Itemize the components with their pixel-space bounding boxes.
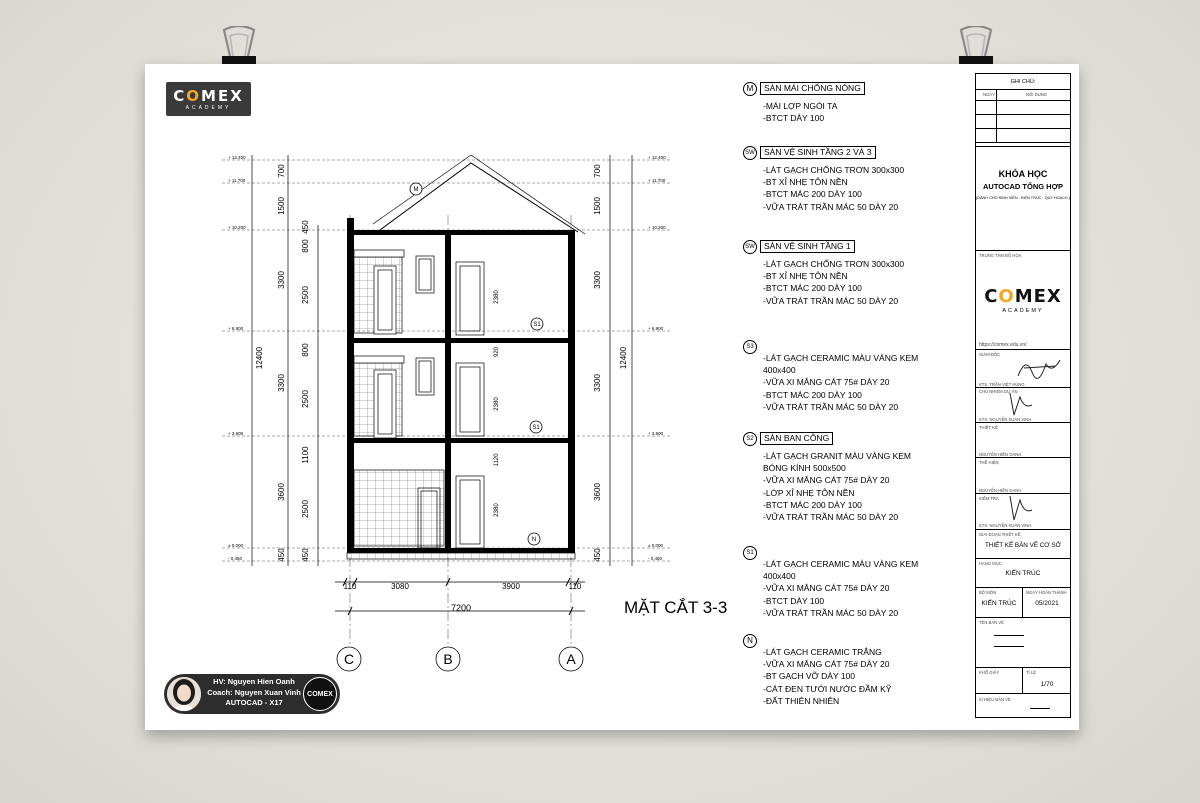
dim-horizontal-segment: 3080 bbox=[391, 582, 409, 591]
tb-ti-le: 1/70 bbox=[1040, 681, 1054, 688]
elevation-marker-right: + 12.400 bbox=[648, 155, 666, 160]
legend-tag: SW bbox=[743, 240, 757, 254]
floor-tag-s1: S1 bbox=[533, 322, 541, 329]
grid-axis-c: C bbox=[343, 651, 355, 668]
legend-title: SÀN VỆ SINH TẦNG 1 bbox=[760, 240, 855, 253]
tb-ngay-ht: 05/2021 bbox=[1035, 600, 1059, 607]
dim-left-mid: 2500 bbox=[301, 500, 310, 518]
tb-kt-name: KTS. NGUYỄN XUÂN VINH bbox=[979, 523, 1032, 528]
dim-outer-total: 12400 bbox=[619, 346, 628, 370]
elevation-marker-left: ± 0.000 bbox=[228, 543, 243, 548]
legend-line: -BTCT MÁC 200 DÀY 100 bbox=[763, 389, 862, 400]
legend-line: -LÁT GẠCH CHỐNG TRƠN 300x300 bbox=[763, 165, 905, 175]
drawing-title: MẶT CẮT 3-3 bbox=[624, 598, 728, 617]
tb-ghi-chu: GHI CHÚ: bbox=[1010, 79, 1036, 85]
dim-left-inner: 700 bbox=[277, 164, 286, 178]
legend-tag: S2 bbox=[743, 432, 757, 446]
avatar bbox=[167, 677, 201, 711]
legend-line: BÓNG KÍNH 500x500 bbox=[763, 463, 846, 474]
coach-name: Coach: Nguyen Xuan Vinh bbox=[207, 687, 301, 697]
elevation-marker-right: + 10.200 bbox=[648, 225, 666, 230]
tb-ten-ban-ve: TÊN BẢN VẼ bbox=[979, 620, 1004, 625]
tb-thiet-ke: THIẾT KẾ bbox=[979, 425, 998, 430]
comex-badge: COMEX bbox=[303, 677, 337, 711]
signature-icon bbox=[1006, 492, 1036, 524]
legend-tag: SW bbox=[743, 146, 757, 160]
tb-bo-mon: KIẾN TRÚC bbox=[981, 600, 1017, 607]
legend-line: -VỮA XI MĂNG CÁT 75# DÀY 20 bbox=[763, 377, 890, 388]
legend-line: -BT GẠCH VỠ DÀY 100 bbox=[763, 671, 856, 682]
dim-right-inner: 700 bbox=[593, 164, 602, 178]
dim-horizontal-segment: 110 bbox=[568, 582, 582, 591]
tb-kho-giay: KHỔ GIẤY bbox=[979, 670, 1000, 675]
legend-line: -BTCT MÁC 200 DÀY 100 bbox=[763, 189, 862, 200]
tb-course-line2: AUTOCAD TỔNG HỢP bbox=[982, 182, 1063, 191]
elevation-marker-left: + 12.400 bbox=[228, 155, 246, 160]
grid-axis-a: A bbox=[566, 651, 576, 668]
dim-door-height: 2380 bbox=[494, 397, 500, 411]
dim-left-mid: 2500 bbox=[301, 390, 310, 408]
legend-line: -BTCT DÀY 100 bbox=[763, 595, 825, 606]
tb-giam-doc: GIÁM ĐỐC bbox=[979, 352, 1001, 357]
dim-left-inner: 3300 bbox=[277, 374, 286, 392]
student-badge bbox=[164, 674, 340, 714]
legend-line: -LỚP XỈ NHẸ TÔN NỀN bbox=[763, 487, 855, 498]
legend-line: -VỮA XI MĂNG CÁT 75# DÀY 20 bbox=[763, 583, 890, 594]
legend-line: -VỮA XI MĂNG CÁT 75# DÀY 20 bbox=[763, 475, 890, 486]
legend-line: -LÁT GẠCH CERAMIC TRẮNG bbox=[763, 647, 882, 657]
dim-left-inner: 3300 bbox=[277, 271, 286, 289]
tb-ngay-ht-label: NGÀY HOÀN THÀNH bbox=[1026, 590, 1067, 595]
dim-right-inner: 3300 bbox=[593, 374, 602, 392]
legend-line: -VỮA TRÁT TRẦN MÁC 50 DÀY 20 bbox=[763, 401, 899, 412]
title-block bbox=[975, 73, 1071, 718]
dim-door-height: 2380 bbox=[494, 503, 500, 517]
tb-kts2: KTS. NGUYỄN XUÂN VINH bbox=[979, 417, 1032, 422]
legend-line: -LÁT GẠCH GRANIT MÀU VÀNG KEM bbox=[763, 451, 911, 461]
elevation-marker-left: + 10.200 bbox=[228, 225, 246, 230]
legend-line: -BTCT DÀY 100 bbox=[763, 113, 825, 124]
dim-right-inner: 3300 bbox=[593, 271, 602, 289]
signature-icon bbox=[1016, 354, 1066, 384]
dim-right-inner: 3600 bbox=[593, 483, 602, 501]
tb-th-name: NGUYỄN HIỀN OANH bbox=[979, 488, 1022, 493]
legend-line: -CÁT ĐEN TƯỚI NƯỚC ĐẦM KỸ bbox=[763, 683, 892, 694]
tb-bo-mon-label: BỘ MÔN bbox=[979, 590, 996, 595]
legend-line: -VỮA TRÁT TRẦN MÁC 50 DÀY 20 bbox=[763, 512, 899, 522]
legend-line: 400x400 bbox=[763, 365, 796, 376]
dim-door-height: 1120 bbox=[494, 453, 500, 467]
legend-line: -VỮA TRÁT TRẦN MÁC 50 DÀY 20 bbox=[763, 607, 899, 618]
dim-door-height: 2380 bbox=[494, 290, 500, 304]
legend-line: -VỮA TRÁT TRẦN MÁC 50 DÀY 20 bbox=[763, 295, 899, 306]
dim-right-inner: 1500 bbox=[593, 197, 602, 215]
tb-kts1: KTS. TRẦN VIỆT HÙNG bbox=[979, 382, 1025, 387]
tb-course-line1: KHÓA HỌC bbox=[998, 169, 1048, 179]
tb-hang-muc-label: HẠNG MỤC bbox=[979, 561, 1002, 566]
legend-line: -VỮA TRÁT TRẦN MÁC 50 DÀY 20 bbox=[763, 201, 899, 212]
grid-axis-b: B bbox=[443, 651, 453, 668]
legend-tag: S3 bbox=[743, 340, 757, 354]
legend-line: -LÁT GẠCH CHỐNG TRƠN 300x300 bbox=[763, 259, 905, 269]
legend-line: -MÁI LỢP NGÓI TA bbox=[763, 101, 838, 111]
legend-line: -BT XỈ NHẸ TÔN NỀN bbox=[763, 271, 848, 282]
course-name: AUTOCAD - X17 bbox=[225, 698, 283, 707]
legend-tag: N bbox=[743, 634, 757, 648]
tb-website: https://comex.edu.vn/ bbox=[979, 342, 1027, 348]
tb-giai-doan: THIẾT KẾ BẢN VẼ CƠ SỞ bbox=[984, 542, 1062, 549]
floor-tag-s1: S1 bbox=[532, 425, 540, 432]
tb-comex-logo: COMEX bbox=[984, 286, 1062, 307]
tb-noi-dung: NỘI DUNG bbox=[1026, 92, 1047, 97]
elevation-marker-left: + 11.700 bbox=[228, 178, 246, 183]
comex-logo: COMEX ACADEMY bbox=[166, 82, 251, 116]
dim-left-inner: 1500 bbox=[277, 197, 286, 215]
elevation-marker-right: ± 0.000 bbox=[648, 543, 663, 548]
tb-chu-nhiem: CHỦ NHIỆM DỰ ÁN bbox=[979, 389, 1018, 394]
tb-ky-hieu: KÍ HIỆU BẢN VẼ bbox=[979, 697, 1011, 702]
elevation-marker-right: + 11.700 bbox=[648, 178, 666, 183]
dim-left-mid: 1100 bbox=[301, 446, 310, 464]
dim-horizontal-total: 7200 bbox=[450, 603, 472, 613]
tb-ngay: NGÀY bbox=[983, 92, 995, 97]
tb-course-sub: (DÀNH CHO SINH VIÊN - KIẾN TRÚC - QUY HOẠCH ) bbox=[976, 196, 1070, 200]
dim-outer-total: 12400 bbox=[255, 346, 264, 370]
dim-left-mid: 450 bbox=[301, 220, 310, 234]
elevation-marker-left: - 0.450 bbox=[228, 556, 243, 561]
tb-hang-muc: KIẾN TRÚC bbox=[1005, 570, 1041, 577]
dim-left-mid: 2500 bbox=[301, 286, 310, 304]
roof-tag: M bbox=[413, 187, 419, 194]
legend-line: -BTCT MÁC 200 DÀY 100 bbox=[763, 499, 862, 510]
tb-ti-le-label: TỈ LỆ bbox=[1026, 670, 1037, 675]
student-name: HV: Nguyen Hien Oanh bbox=[213, 677, 295, 686]
tb-giai-doan-label: GIAI ĐOẠN THIẾT KẾ bbox=[979, 532, 1021, 537]
legend-title: SÀN BAN CÔNG bbox=[760, 432, 833, 445]
avatar-portrait-icon bbox=[167, 677, 201, 711]
legend-line: 400x400 bbox=[763, 571, 796, 582]
legend-line: -VỮA XI MĂNG CÁT 75# DÀY 20 bbox=[763, 659, 890, 670]
tb-logo-sub: ACADEMY bbox=[1002, 308, 1044, 314]
elevation-marker-right: - 0.450 bbox=[648, 556, 663, 561]
elevation-marker-left: + 6.900 bbox=[228, 326, 244, 331]
dim-left-mid: 800 bbox=[301, 343, 310, 357]
tb-center: TRUNG TÂM ĐỒ HỌA bbox=[979, 253, 1022, 258]
legend-title: SÀN MÁI CHỐNG NÓNG bbox=[760, 82, 865, 95]
tb-tk-name: NGUYỄN HIỀN OANH bbox=[979, 452, 1022, 457]
dim-left-inner: 3600 bbox=[277, 483, 286, 501]
legend-line: -BTCT MÁC 200 DÀY 100 bbox=[763, 283, 862, 294]
tb-kiem-tra: KIỂM TRA bbox=[979, 496, 999, 501]
legend-tag: M bbox=[743, 82, 757, 96]
legend-line: -LÁT GẠCH CERAMIC MÀU VÀNG KEM bbox=[763, 353, 919, 363]
dim-left-mid: 800 bbox=[301, 239, 310, 253]
elevation-marker-left: + 3.600 bbox=[228, 431, 244, 436]
floor-tag-n: N bbox=[531, 537, 537, 544]
dim-horizontal-segment: 3900 bbox=[502, 582, 520, 591]
signature-icon bbox=[1006, 389, 1036, 419]
legend-tag: S1 bbox=[743, 546, 757, 560]
dim-left-mid: 450 bbox=[301, 548, 310, 562]
legend-line: -ĐẤT THIÊN NHIÊN bbox=[763, 695, 840, 706]
elevation-marker-right: + 3.600 bbox=[648, 431, 664, 436]
dim-right-inner: 450 bbox=[593, 548, 602, 562]
legend-line: -LÁT GẠCH CERAMIC MÀU VÀNG KEM bbox=[763, 559, 919, 569]
dim-left-inner: 450 bbox=[277, 548, 286, 562]
dim-horizontal-segment: 110 bbox=[343, 582, 357, 591]
legend-line: -BT XỈ NHẸ TÔN NỀN bbox=[763, 177, 848, 188]
elevation-marker-right: + 6.900 bbox=[648, 326, 664, 331]
dim-door-height: 920 bbox=[494, 346, 500, 358]
tb-the-hien: THỂ HIỆN bbox=[979, 460, 999, 465]
legend-title: SÀN VỆ SINH TẦNG 2 VÀ 3 bbox=[760, 146, 876, 159]
